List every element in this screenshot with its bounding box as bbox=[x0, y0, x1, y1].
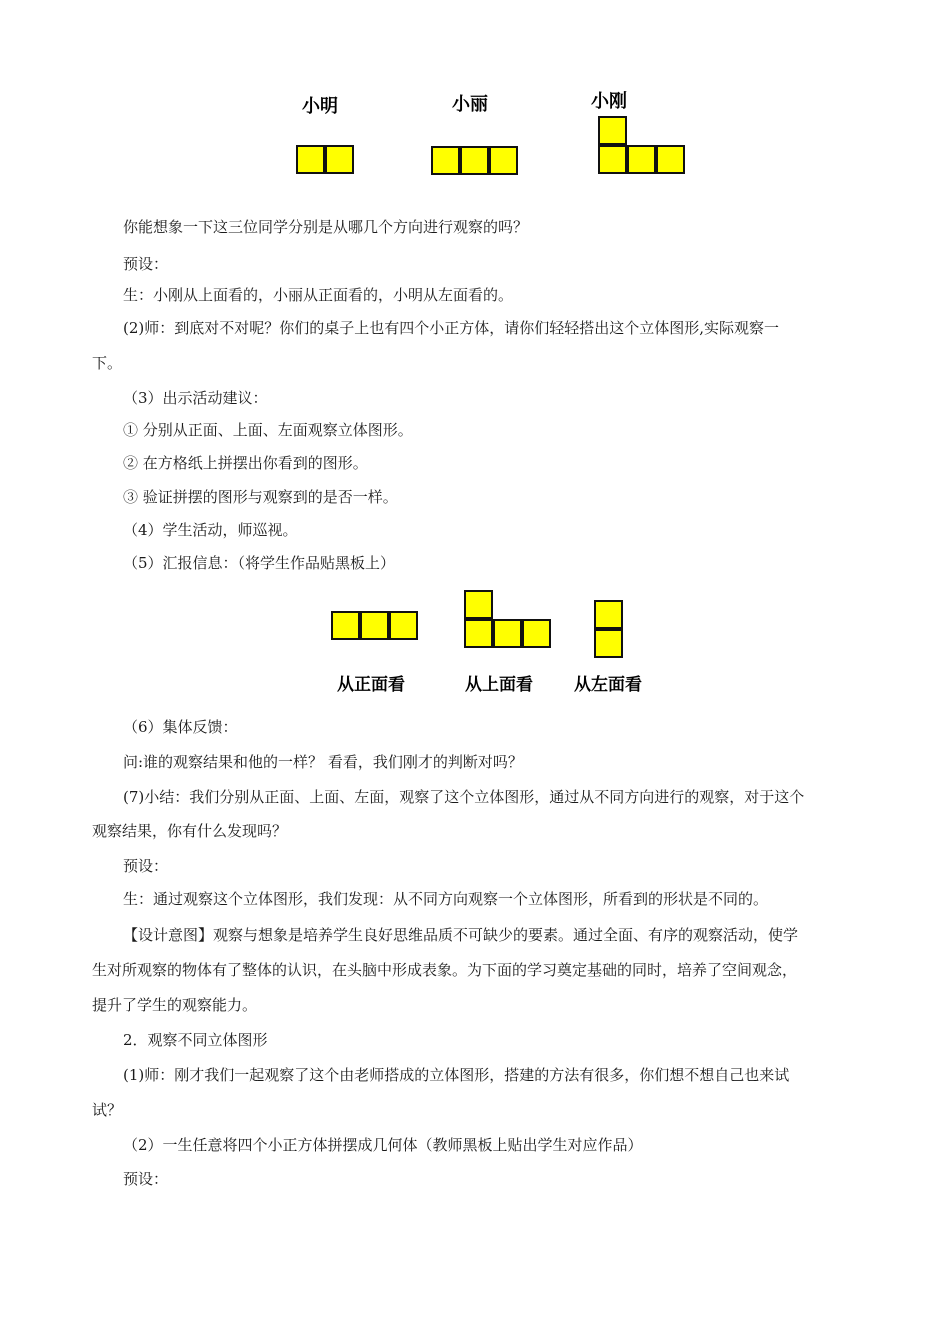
paragraph-line: 预设： bbox=[123, 857, 169, 875]
label-front-view: 从正面看 bbox=[337, 675, 405, 695]
square bbox=[627, 145, 656, 174]
paragraph-line: (2)师：到底对不对呢？你们的桌子上也有四个小正方体，请你们轻轻搭出这个立体图形,实际观察一 bbox=[123, 319, 780, 337]
label-xiaoming: 小明 bbox=[302, 96, 338, 117]
figure-student-views bbox=[0, 0, 950, 190]
paragraph-line: 预设： bbox=[123, 1170, 169, 1188]
paragraph-line: （5）汇报信息：（将学生作品贴黑板上） bbox=[123, 554, 396, 572]
paragraph-line: （6）集体反馈： bbox=[123, 718, 238, 736]
square bbox=[594, 629, 623, 658]
square bbox=[493, 619, 522, 648]
label-xiaoli: 小丽 bbox=[452, 94, 488, 115]
paragraph-line: 观察结果，你有什么发现吗？ bbox=[92, 822, 288, 840]
square bbox=[594, 600, 623, 629]
paragraph-line: （3）出示活动建议： bbox=[123, 389, 268, 407]
paragraph-line: 下。 bbox=[92, 354, 123, 372]
section-heading: 2．观察不同立体图形 bbox=[123, 1031, 268, 1049]
paragraph-line: 【设计意图】观察与想象是培养学生良好思维品质不可缺少的要素。通过全面、有序的观察活动，使学 bbox=[123, 926, 799, 944]
label-left-view: 从左面看 bbox=[574, 675, 642, 695]
square bbox=[598, 145, 627, 174]
paragraph-line: （4）学生活动，师巡视。 bbox=[123, 521, 298, 539]
paragraph-line: 生对所观察的物体有了整体的认识，在头脑中形成表象。为下面的学习奠定基础的同时，培养了空间观念， bbox=[92, 961, 798, 979]
square bbox=[360, 611, 389, 640]
paragraph-line: ① 分别从正面、上面、左面观察立体图形。 bbox=[123, 421, 413, 439]
square bbox=[325, 145, 354, 174]
paragraph-line: (7)小结：我们分别从正面、上面、左面，观察了这个立体图形，通过从不同方向进行的观察，对于这个 bbox=[123, 788, 805, 806]
paragraph-line: 生：通过观察这个立体图形，我们发现：从不同方向观察一个立体图形，所看到的形状是不同的。 bbox=[123, 890, 769, 908]
square bbox=[656, 145, 685, 174]
paragraph-line: 生：小刚从上面看的，小丽从正面看的，小明从左面看的。 bbox=[123, 286, 514, 304]
label-top-view: 从上面看 bbox=[465, 675, 533, 695]
paragraph-line: 你能想象一下这三位同学分别是从哪几个方向进行观察的吗？ bbox=[123, 218, 529, 236]
label-xiaogang: 小刚 bbox=[591, 91, 627, 112]
square bbox=[431, 146, 460, 175]
paragraph-line: 预设： bbox=[123, 255, 169, 273]
square bbox=[464, 619, 493, 648]
paragraph-line: 试？ bbox=[92, 1101, 123, 1119]
square bbox=[522, 619, 551, 648]
square bbox=[296, 145, 325, 174]
paragraph-line: 问:谁的观察结果和他的一样？ 看看，我们刚才的判断对吗？ bbox=[123, 753, 523, 771]
figure-three-views bbox=[0, 580, 950, 700]
square bbox=[464, 590, 493, 619]
paragraph-line: 提升了学生的观察能力。 bbox=[92, 996, 258, 1014]
paragraph-line: （2）一生任意将四个小正方体拼摆成几何体（教师黑板上贴出学生对应作品） bbox=[123, 1136, 643, 1154]
square bbox=[598, 116, 627, 145]
paragraph-line: ③ 验证拼摆的图形与观察到的是否一样。 bbox=[123, 488, 398, 506]
square bbox=[331, 611, 360, 640]
square bbox=[460, 146, 489, 175]
square bbox=[489, 146, 518, 175]
paragraph-line: (1)师：刚才我们一起观察了这个由老师搭成的立体图形，搭建的方法有很多，你们想不想自己也来试 bbox=[123, 1066, 790, 1084]
paragraph-line: ② 在方格纸上拼摆出你看到的图形。 bbox=[123, 454, 368, 472]
square bbox=[389, 611, 418, 640]
